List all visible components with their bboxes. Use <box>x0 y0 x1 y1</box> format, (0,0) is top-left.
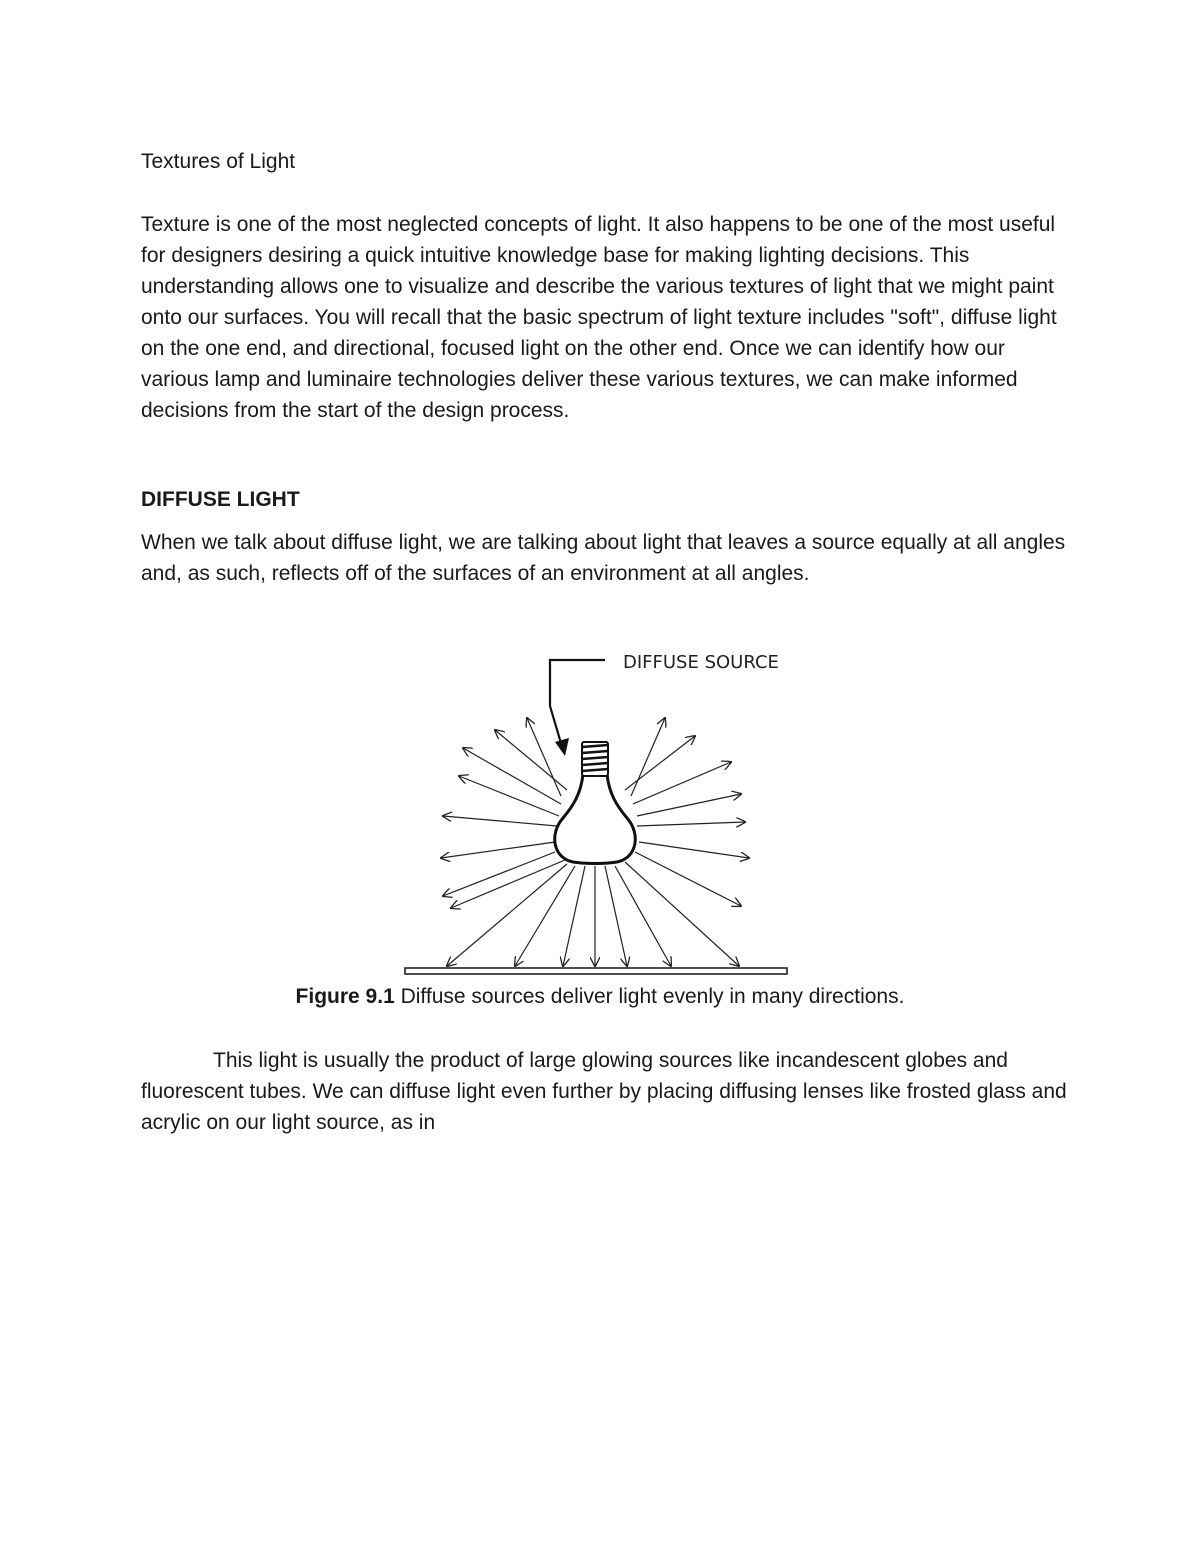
light-ray-arrow <box>451 860 565 908</box>
diffuse-source-figure <box>395 646 815 982</box>
light-ray-arrow <box>637 822 745 826</box>
figure-caption-label: Figure 9.1 <box>295 985 395 1008</box>
light-ray-arrow <box>637 794 741 816</box>
figure-caption-text: Diffuse sources deliver light evenly in many directions. <box>394 985 905 1008</box>
light-ray-arrow <box>441 842 555 858</box>
bulb-glass <box>555 774 636 864</box>
light-bulb <box>555 742 636 864</box>
figure-caption <box>0 983 1200 1011</box>
body-paragraph-text: This light is usually the product of large glowing sources like incandescent globes and fluorescent tubes. We can diffuse light even further by placing diffusing lenses like frosted glass and acrylic on our light source, as in <box>141 1049 1067 1134</box>
light-ray-arrow <box>443 816 557 826</box>
light-ray-arrow <box>443 852 555 896</box>
callout-leader-line <box>550 660 605 750</box>
floor-surface <box>405 968 787 974</box>
callout-label: DIFFUSE SOURCE <box>623 652 779 673</box>
section-heading-diffuse-light: DIFFUSE LIGHT <box>141 488 300 511</box>
light-ray-arrow <box>631 718 665 796</box>
body-paragraph <box>141 1045 1071 1138</box>
light-ray-arrow <box>495 730 567 790</box>
light-ray-arrow <box>463 748 561 804</box>
intro-paragraph: Texture is one of the most neglected concepts of light. It also happens to be one of the most useful for designers desiring a quick intuitive knowledge base for making lighting decisions. This understanding allows one to visualize and describe the various textures of light that we might paint onto our surfaces. You will recall that the basic spectrum of light texture includes "soft", diffuse light on the one end, and directional, focused light on the other end. Once we can identify how our various lamp and luminaire technologies deliver these various textures, we can make informed decisions from the start of the design process. <box>141 213 1057 422</box>
light-ray-arrow <box>459 776 559 816</box>
light-ray-arrow <box>633 762 731 804</box>
diffuse-light-bulb-diagram <box>395 646 815 982</box>
document-title: Textures of Light <box>141 150 296 173</box>
diffuse-light-paragraph: When we talk about diffuse light, we are talking about light that leaves a source equally at all angles and, as such, reflects off of the surfaces of an environment at all angles. <box>141 531 1066 585</box>
light-ray-arrow <box>447 864 567 966</box>
callout-arrowhead <box>555 738 569 756</box>
light-ray-arrow <box>639 842 749 858</box>
light-ray-arrow <box>635 852 741 906</box>
